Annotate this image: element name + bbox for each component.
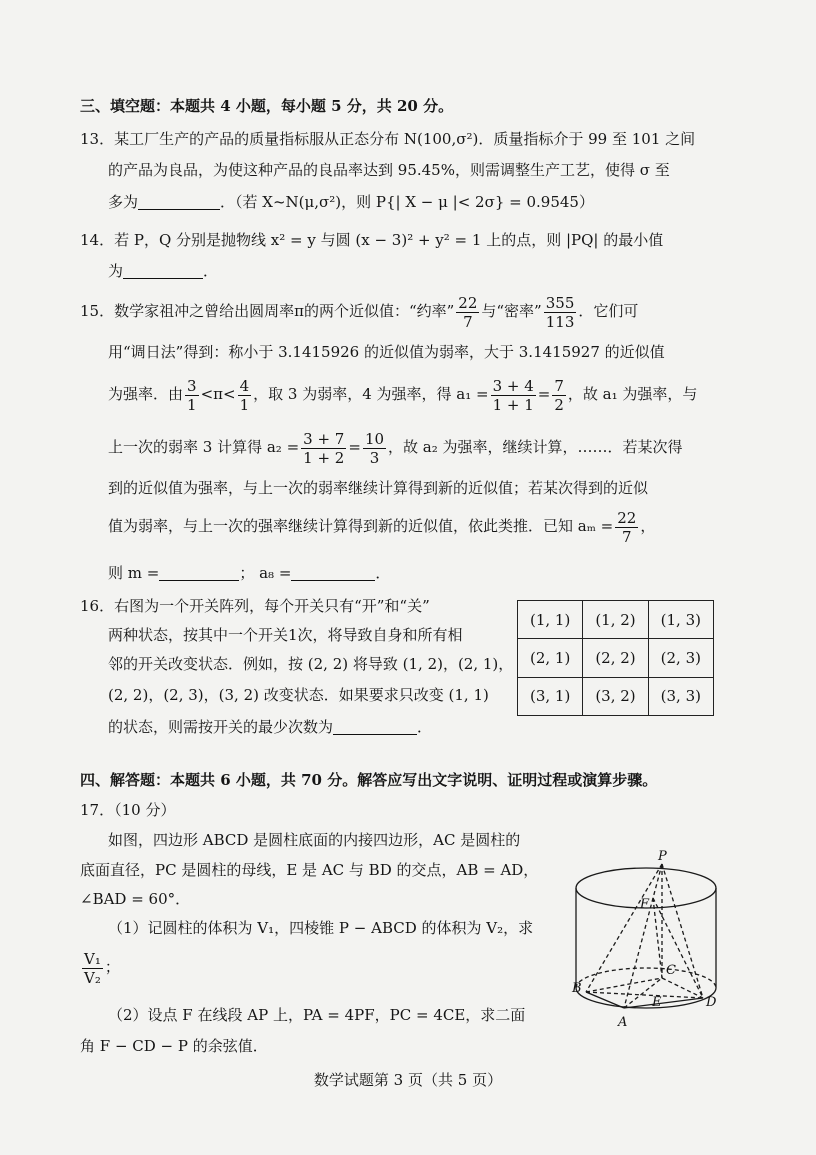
q13-answer-blank[interactable] [138, 193, 220, 210]
q17-part-2-line-1: （2）设点 F 在线段 AP 上，PA = 4PF，PC = 4CE，求二面 [108, 1006, 526, 1024]
q17-part-1: （1）记圆柱的体积为 V₁，四棱锥 P − ABCD 的体积为 V₂，求 [108, 919, 534, 937]
q16-number: 16． [80, 597, 115, 615]
switch-cell: (3, 2) [583, 677, 648, 715]
q16-line-1: 16．右图为一个开关阵列，每个开关只有“开”和“关” [80, 597, 430, 615]
q15-line-6: 值为弱率，与上一次的强率继续计算得到新的近似值，依此类推．已知 aₘ = $\frac{22}{7}$ ， [108, 508, 656, 546]
q13-line-2: 的产品为良品，为使这种产品的良品率达到 95.45%，则需调整生产工艺，使得 σ 至 [108, 161, 670, 179]
label-F: F [640, 897, 650, 912]
label-B: B [572, 981, 582, 996]
q13-line-1 [80, 127, 695, 151]
q13-text-1: 某工厂生产的产品的质量指标服从正态分布 N(100,σ²)．质量指标介于 99 至 101 之间 [114, 130, 696, 148]
q15-line-1: 15．数学家祖冲之曾给出圆周率π的两个近似值：“约率” $\frac{22}{7}$ 与“密率” $\frac{355}{113}$ ．它们可 [80, 293, 639, 331]
fraction-milv: $\frac{355}{113}$ [545, 293, 575, 331]
section-4-heading: 四、解答题：本题共 6 小题，共 70 分。解答应写出文字说明、证明过程或演算步骤。 [80, 771, 658, 789]
q14-line-2: 为 ． [108, 262, 219, 280]
edge-PA [624, 864, 662, 1008]
q17-line-2: 底面直径，PC 是圆柱的母线，E 是 AC 与 BD 的交点，AB = AD， [80, 861, 539, 879]
table-row [518, 639, 714, 677]
q17-line-1: 如图，四边形 ABCD 是圆柱底面的内接四边形，AC 是圆柱的 [108, 831, 521, 849]
switch-cell: (2, 2) [583, 639, 648, 677]
q15-a8-blank[interactable] [291, 564, 375, 581]
segment-FD [653, 898, 703, 998]
q13-line-3: 多为 ．（若 X~N(μ,σ²)，则 P{| X − μ |< 2σ} = 0.9545） [108, 193, 594, 211]
q14-answer-blank[interactable] [123, 262, 203, 279]
q15-number: 15． [80, 302, 115, 320]
label-E: E [652, 995, 662, 1010]
q15-line-4: 上一次的弱率 3 计算得 a₂ = $\frac{3 + 7}{1 + 2}$ = $\frac{10}{3}$ ，故 a₂ 为强率，继续计算，……．若某次得 [108, 429, 683, 467]
q15-line-7: 则 m = ； a₈ = ． [108, 564, 391, 582]
switch-cell: (1, 2) [583, 601, 648, 639]
segment-FC [653, 898, 662, 978]
q14-number: 14． [80, 231, 115, 249]
cylinder-bottom-back [576, 968, 716, 988]
q17-line-3: ∠BAD = 60°． [80, 890, 191, 908]
cylinder-pyramid-figure [566, 846, 736, 1046]
diagonal-BD [586, 992, 703, 998]
switch-cell: (1, 1) [518, 601, 583, 639]
page-footer: 数学试题第 3 页（共 5 页） [313, 1071, 503, 1089]
q17-part-2-line-2: 角 F − CD − P 的余弦值． [80, 1037, 268, 1055]
switch-cell: (1, 3) [648, 601, 713, 639]
q16-answer-blank[interactable] [333, 718, 417, 735]
edge-BC [586, 978, 662, 992]
switch-cell: (2, 3) [648, 639, 713, 677]
q13-number: 13． [80, 130, 115, 148]
fraction-yuelv: $\frac{22}{7}$ [458, 293, 478, 331]
edge-CD [662, 978, 703, 998]
q15-m-blank[interactable] [159, 564, 239, 581]
q15-line-2: 用“调日法”得到：称小于 3.1415926 的近似值为弱率，大于 3.1415927 的近似值 [108, 343, 665, 361]
label-D: D [706, 995, 717, 1010]
switch-cell: (3, 1) [518, 677, 583, 715]
section-3-heading: 三、填空题：本题共 4 小题，每小题 5 分，共 20 分。 [80, 97, 454, 115]
q17-header: 17．（10 分） [80, 801, 176, 819]
label-A: A [618, 1015, 628, 1030]
q15-line-3: 为强率．由 $\frac{3}{1}$ <π< $\frac{4}{1}$ ，取 3 为弱率，4 为强率，得 a₁ = $\frac{3 + 4}{1 + 1}$ = $\frac{7}{2}$ ，故 a₁ 为强率，与 [108, 376, 698, 414]
label-C: C [666, 963, 676, 978]
q14-line-1: 14．若 P，Q 分别是抛物线 x² = y 与圆 (x − 3)² + y² = 1 上的点，则 |PQ| 的最小值 [80, 231, 664, 249]
q16-line-2: 两种状态，按其中一个开关1次，将导致自身和所有相 [108, 626, 463, 644]
q15-line-5: 到的近似值为强率，与上一次的弱率继续计算得到新的近似值；若某次得到的近似 [108, 479, 649, 497]
table-row [518, 677, 714, 715]
q16-line-4: (2, 2)，(2, 3)，(3, 2) 改变状态．如果要求只改变 (1, 1) [108, 686, 489, 704]
table-row [518, 601, 714, 639]
switch-cell: (3, 3) [648, 677, 713, 715]
label-P: P [658, 849, 667, 864]
switch-cell: (2, 1) [518, 639, 583, 677]
q16-line-3: 邻的开关改变状态．例如，按 (2, 2) 将导致 (1, 2)，(2, 1)， [108, 655, 514, 673]
q16-line-5: 的状态，则需按开关的最少次数为 ． [108, 718, 433, 736]
q17-part-1-fraction: $\frac{\text{V₁}}{\text{V₂}}$ ； [84, 949, 120, 987]
switch-array-table [517, 600, 714, 716]
edge-PB [586, 864, 662, 992]
